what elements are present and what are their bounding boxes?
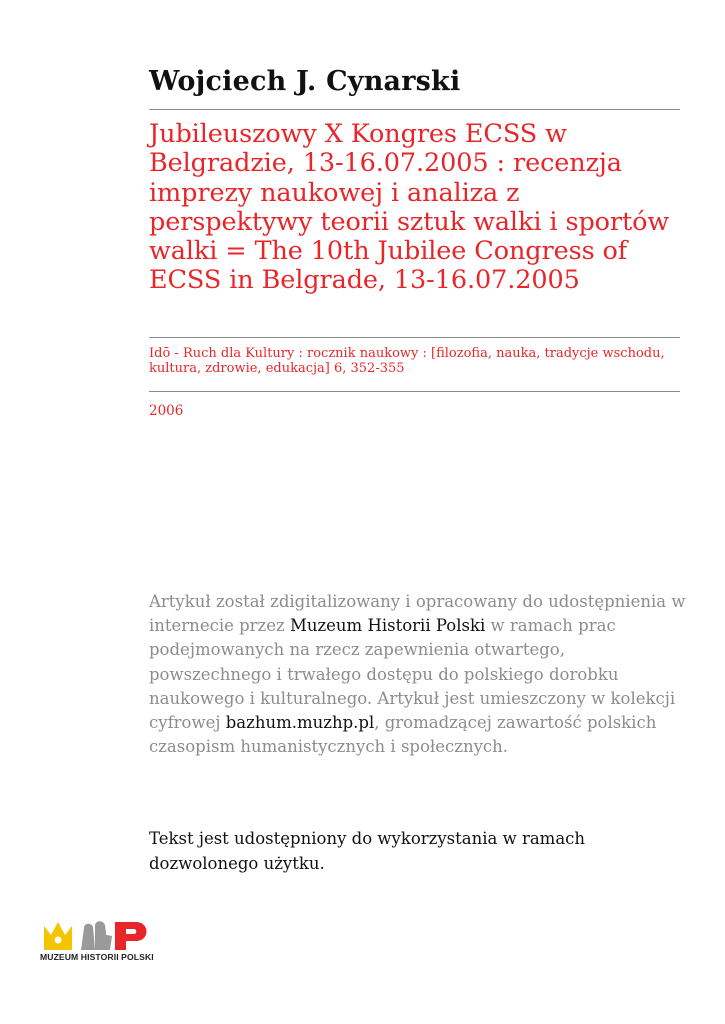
letter-p-shape bbox=[115, 922, 147, 950]
crown-shape bbox=[44, 922, 72, 950]
figures-shape bbox=[81, 921, 112, 950]
digitization-note bbox=[149, 590, 689, 759]
note-text-2: w ramach prac podejmowanych na rzecz zapewnienia otwartego, powszechnego i trwałego dostępu do polskiego dorobku naukowego i kulturalnego. Artykuł jest umieszczony w kolekcji cyfrowej bbox=[149, 616, 676, 733]
divider bbox=[149, 337, 680, 338]
usage-note: Tekst jest udostępniony do wykorzystania w ramach dozwolonego użytku. bbox=[149, 829, 586, 873]
publication-year: 2006 bbox=[149, 403, 184, 419]
logo-caption: MUZEUM HISTORII POLSKI bbox=[40, 952, 154, 962]
note-text-3: , gromadzącej zawartość polskich czasopism humanistycznych i społecznych. bbox=[149, 713, 657, 757]
divider bbox=[149, 391, 680, 392]
author-name: Wojciech J. Cynarski bbox=[149, 66, 461, 97]
museum-name: Muzeum Historii Polski bbox=[289, 616, 486, 636]
note-text-1: Artykuł został zdigitalizowany i opracowany do udostępnienia w internecie przez bbox=[149, 592, 686, 636]
divider bbox=[149, 109, 680, 110]
collection-site: bazhum.muzhp.pl bbox=[225, 713, 375, 733]
article-title: Jubileuszowy X Kongres ECSS w Belgradzie, 13-16.07.2005 : recenzja imprezy naukowej i analiza z perspektywy teorii sztuk walki i sportów walki = The 10th Jubilee Congress of ECSS in Belgrade, 13-16.07.2005 bbox=[149, 119, 670, 296]
source-citation: Idō - Ruch dla Kultury : rocznik naukowy : [filozofia, nauka, tradycje wschodu, kultura, zdrowie, edukacja] 6, 352-355 bbox=[149, 346, 665, 376]
